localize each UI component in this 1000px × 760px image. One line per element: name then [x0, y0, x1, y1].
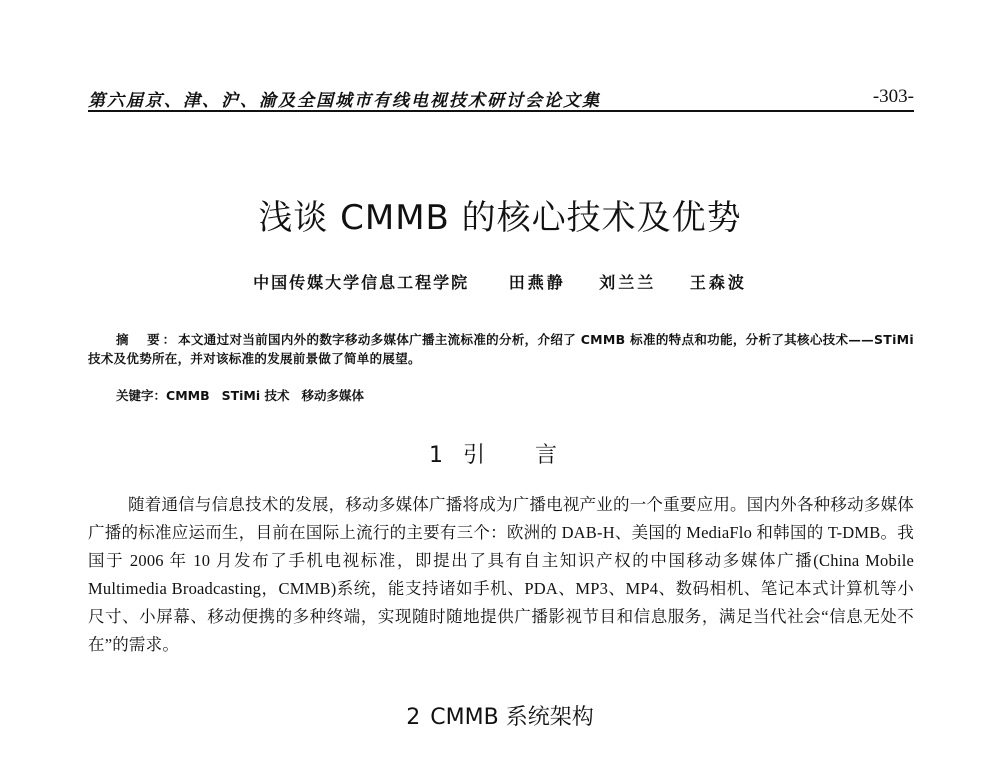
- author-name: 王森波: [689, 273, 747, 292]
- section-title: CMMB 系统架构: [430, 705, 594, 730]
- section-heading: [0, 438, 1000, 469]
- author-name: 田燕静: [508, 273, 566, 292]
- keyword: STiMi 技术: [221, 388, 290, 403]
- section-number: 1: [428, 443, 457, 468]
- keyword: CMMB: [166, 388, 210, 403]
- page-number: -303-: [872, 86, 914, 107]
- keywords-label: 关键字：: [116, 388, 167, 403]
- running-header: [88, 84, 914, 112]
- byline: [0, 270, 1000, 293]
- section-title: 引 言: [462, 443, 571, 468]
- abstract: [88, 330, 914, 368]
- abstract-label: 摘 要：: [116, 332, 179, 347]
- journal-title: 第六届京、津、沪、渝及全国城市有线电视技术研讨会论文集: [88, 91, 601, 111]
- paragraph: 随着通信与信息技术的发展，移动多媒体广播将成为广播电视产业的一个重要应用。国内外各种移动多媒体广播的标准应运而生，目前在国际上流行的主要有三个：欧洲的 DAB-H、美国的 MediaFlo 和韩国的 T-DMB。我国于 2006 年 10 月发布了手机电视标准，即提出了具有自主知识产权的中国移动多媒体广播(China Mobile Multimedia Broadcasting，CMMB)系统，能支持诸如手机、PDA、MP3、MP4、数码相机、笔记本式计算机等小尺寸、小屏幕、移动便携的多种终端，实现随时随地提供广播影视节目和信息服务，满足当代社会“信息无处不在”的需求。: [88, 495, 914, 654]
- author-name: 刘兰兰: [599, 273, 657, 292]
- section-heading: [0, 700, 1000, 731]
- article-title: 浅谈 CMMB 的核心技术及优势: [258, 198, 742, 238]
- keyword: 移动多媒体: [301, 388, 365, 403]
- section-number: 2: [406, 705, 421, 730]
- author-affiliation: 中国传媒大学信息工程学院: [253, 273, 470, 292]
- abstract-text: 本文通过对当前国内外的数字移动多媒体广播主流标准的分析，介绍了 CMMB 标准的特点和功能，分析了其核心技术——STiMi 技术及优势所在，并对该标准的发展前景做了简单的展望。: [88, 332, 914, 366]
- keywords: [116, 386, 376, 404]
